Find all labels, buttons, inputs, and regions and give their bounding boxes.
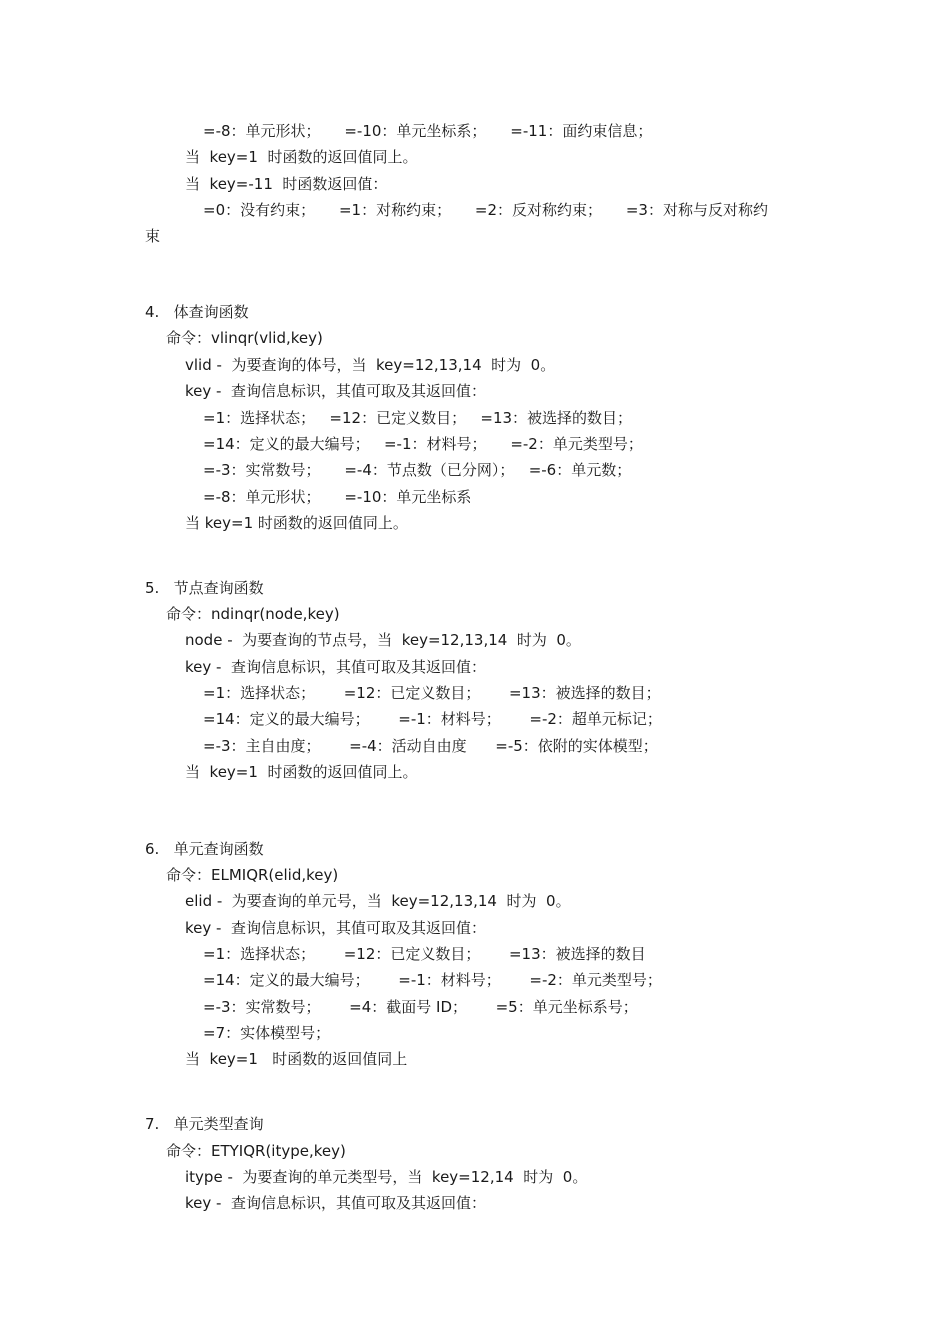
section-heading-4: 4. 体查询函数 (145, 303, 249, 321)
text-line-5: 束 (145, 227, 161, 245)
section-heading-7: 7. 单元类型查询 (145, 1115, 264, 1133)
param-line: key - 查询信息标识，其值可取及其返回值： (185, 658, 486, 676)
section-heading-5: 5. 节点查询函数 (145, 579, 264, 597)
value-line: =-3：主自由度； =-4：活动自由度 =-5：依附的实体模型； (203, 737, 658, 755)
param-line: key - 查询信息标识，其值可取及其返回值： (185, 382, 486, 400)
command-line-6: 命令：ELMIQR(elid,key) (166, 866, 339, 884)
param-line: itype - 为要查询的单元类型号，当 key=12,14 时为 0。 (185, 1168, 588, 1186)
value-line: =-8：单元形状； =-10：单元坐标系 (203, 488, 472, 506)
command-line-5: 命令：ndinqr(node,key) (166, 605, 340, 623)
value-line: =14：定义的最大编号； =-1：材料号； =-2：单元类型号； (203, 971, 662, 989)
param-line: key - 查询信息标识，其值可取及其返回值： (185, 919, 486, 937)
value-line: =1：选择状态； =12：已定义数目； =13：被选择的数目 (203, 945, 646, 963)
param-line: node - 为要查询的节点号，当 key=12,13,14 时为 0。 (185, 631, 581, 649)
note-line: 当 key=1 时函数的返回值同上。 (185, 514, 408, 532)
value-line: =-3：实常数号； =4：截面号 ID； =5：单元坐标系号； (203, 998, 638, 1016)
command-line-7: 命令：ETYIQR(itype,key) (166, 1142, 346, 1160)
value-line: =1：选择状态； =12：已定义数目； =13：被选择的数目； (203, 684, 661, 702)
param-line: elid - 为要查询的单元号，当 key=12,13,14 时为 0。 (185, 892, 571, 910)
text-line-2: 当 key=1 时函数的返回值同上。 (185, 148, 418, 166)
value-line: =7：实体模型号； (203, 1024, 331, 1042)
param-line: key - 查询信息标识，其值可取及其返回值： (185, 1194, 486, 1212)
section-heading-6: 6. 单元查询函数 (145, 840, 264, 858)
value-line: =14：定义的最大编号； =-1：材料号； =-2：超单元标记； (203, 710, 662, 728)
value-line: =14：定义的最大编号； =-1：材料号； =-2：单元类型号； (203, 435, 643, 453)
param-line: vlid - 为要查询的体号，当 key=12,13,14 时为 0。 (185, 356, 556, 374)
note-line: 当 key=1 时函数的返回值同上 (185, 1050, 408, 1068)
command-line-4: 命令：vlinqr(vlid,key) (166, 329, 323, 347)
value-line: =-3：实常数号； =-4：节点数（已分网）； =-6：单元数； (203, 461, 632, 479)
text-line-4: =0：没有约束； =1：对称约束； =2：反对称约束； =3：对称与反对称约 (203, 201, 768, 219)
text-line-1: =-8：单元形状； =-10：单元坐标系； =-11：面约束信息； (203, 122, 653, 140)
text-line-3: 当 key=-11 时函数返回值： (185, 175, 388, 193)
note-line: 当 key=1 时函数的返回值同上。 (185, 763, 418, 781)
value-line: =1：选择状态； =12：已定义数目； =13：被选择的数目； (203, 409, 633, 427)
